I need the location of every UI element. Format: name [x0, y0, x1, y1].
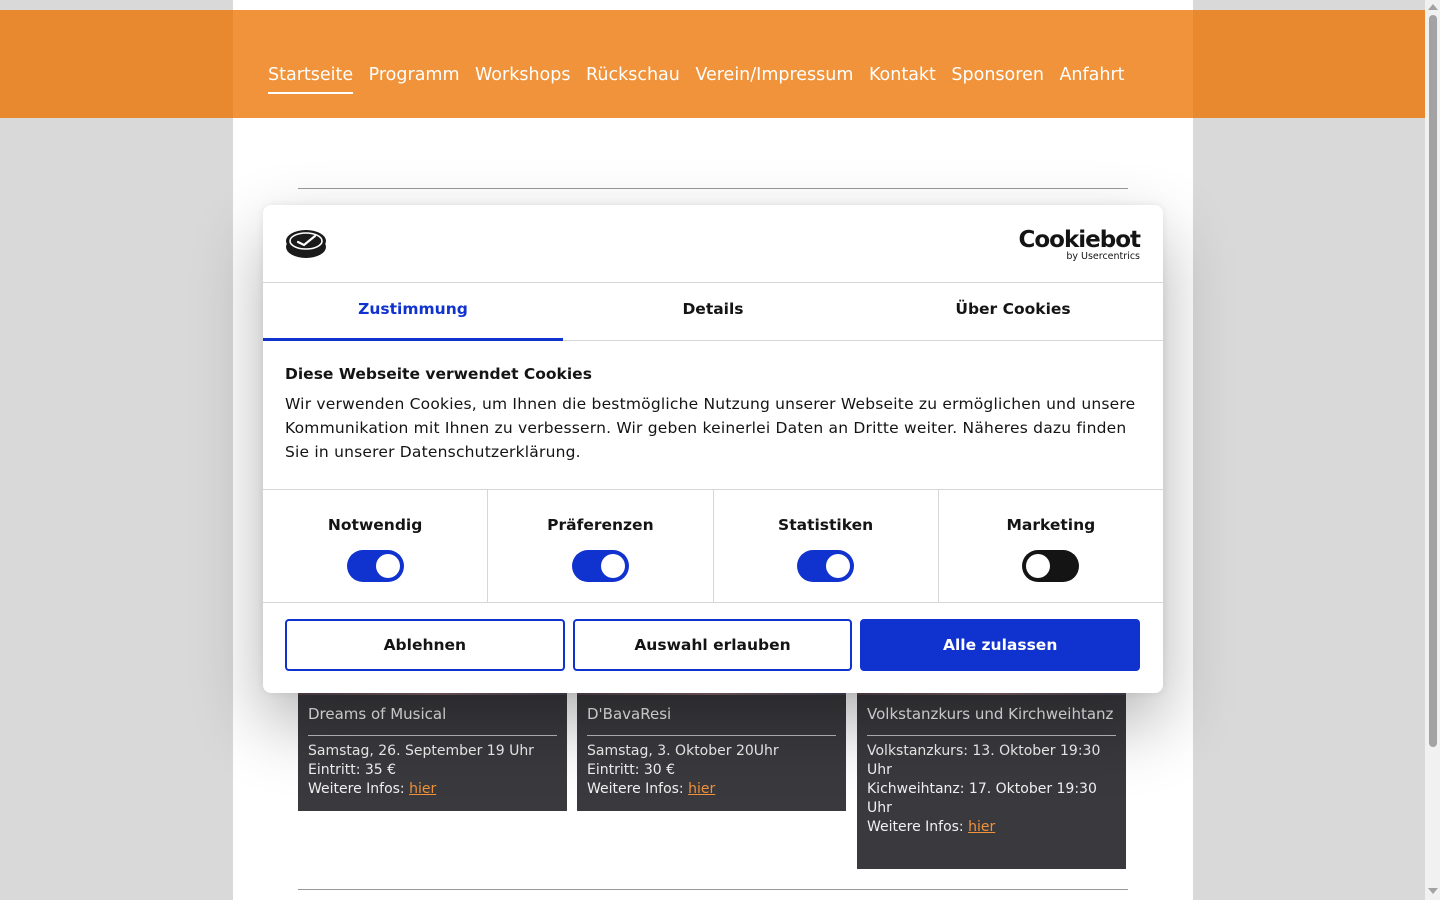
event-card-dreams-of-musical	[298, 692, 567, 811]
more-info-link[interactable]: hier	[968, 819, 996, 835]
toggle-knob	[376, 554, 400, 578]
event-date: Kichweihtanz: 17. Oktober 19:30 Uhr	[867, 781, 1097, 816]
divider-bottom	[298, 889, 1128, 890]
nav-item-workshops[interactable]: Workshops	[475, 65, 571, 85]
toggle-label: Statistiken	[778, 516, 874, 534]
site-logo-icon	[285, 227, 327, 259]
event-date: Samstag, 3. Oktober 20Uhr	[587, 743, 779, 759]
dialog-header	[263, 205, 1163, 283]
cookiebot-wordmark: Cookiebot	[1018, 227, 1140, 253]
reject-button[interactable]: Ablehnen	[285, 619, 565, 671]
event-divider	[308, 735, 557, 736]
scroll-up-arrow-icon[interactable]	[1428, 4, 1438, 10]
dialog-tabs	[263, 283, 1163, 341]
toggle-praeferenzen[interactable]	[572, 550, 629, 582]
toggle-cell-notwendig	[263, 490, 488, 602]
scrollbar-thumb[interactable]	[1429, 15, 1437, 747]
consent-toggles	[263, 489, 1163, 603]
event-title: D'BavaResi	[587, 705, 672, 723]
tab-ueber-cookies[interactable]: Über Cookies	[955, 300, 1071, 318]
event-card-volkstanzkurs	[857, 692, 1126, 869]
toggle-knob	[601, 554, 625, 578]
event-card-dbavaresi	[577, 692, 846, 811]
allow-all-button[interactable]: Alle zulassen	[860, 619, 1140, 671]
more-info-label: Weitere Infos:	[308, 781, 410, 797]
cookiebot-brand	[1018, 227, 1140, 262]
event-price: Eintritt: 30 €	[587, 762, 676, 778]
event-more-info	[587, 780, 836, 799]
event-title: Dreams of Musical	[308, 705, 447, 723]
toggle-notwendig[interactable]	[347, 550, 404, 582]
toggle-statistiken[interactable]	[797, 550, 854, 582]
nav-item-programm[interactable]: Programm	[368, 65, 460, 85]
toggle-marketing[interactable]	[1022, 550, 1079, 582]
nav-item-kontakt[interactable]: Kontakt	[868, 65, 936, 85]
nav-item-verein-impressum[interactable]: Verein/Impressum	[695, 65, 854, 85]
tab-details[interactable]: Details	[682, 300, 744, 318]
nav-item-startseite[interactable]: Startseite	[268, 64, 353, 94]
allow-selection-button[interactable]: Auswahl erlauben	[573, 619, 853, 671]
event-title: Volkstanzkurs und Kirchweihtanz	[867, 705, 1114, 723]
more-info-link[interactable]: hier	[688, 781, 716, 797]
toggle-label: Präferenzen	[547, 516, 654, 534]
event-more-info	[867, 818, 1116, 837]
dialog-buttons	[285, 619, 1140, 671]
divider-top	[298, 188, 1128, 189]
toggle-label: Marketing	[1006, 516, 1096, 534]
more-info-label: Weitere Infos:	[867, 819, 969, 835]
main-nav	[268, 64, 1140, 94]
scroll-down-arrow-icon[interactable]	[1428, 888, 1438, 894]
toggle-cell-marketing	[939, 490, 1163, 602]
nav-item-rueckschau[interactable]: Rückschau	[585, 65, 680, 85]
toggle-cell-statistiken	[714, 490, 939, 602]
dialog-description: Wir verwenden Cookies, um Ihnen die bestmögliche Nutzung unserer Webseite zu ermöglichen und unsere Kommunikation mit Ihnen zu verbessern. Wir geben keinerlei Daten an Dritte weiter. Näheres dazu finden Sie in unserer Datenschutzerklärung.	[285, 395, 1136, 461]
tab-zustimmung[interactable]: Zustimmung	[263, 283, 563, 340]
event-divider	[867, 735, 1116, 736]
event-divider	[587, 735, 836, 736]
dialog-title: Diese Webseite verwendet Cookies	[285, 365, 592, 383]
toggle-label: Notwendig	[327, 516, 423, 534]
event-price: Eintritt: 35 €	[308, 762, 397, 778]
nav-item-sponsoren[interactable]: Sponsoren	[951, 65, 1044, 85]
event-date: Samstag, 26. September 19 Uhr	[308, 743, 534, 759]
toggle-knob	[1026, 554, 1050, 578]
dialog-body	[285, 365, 1145, 464]
more-info-label: Weitere Infos:	[587, 781, 689, 797]
toggle-cell-praeferenzen	[488, 490, 713, 602]
event-date: Volkstanzkurs: 13. Oktober 19:30 Uhr	[867, 743, 1101, 778]
more-info-link[interactable]: hier	[409, 781, 437, 797]
toggle-knob	[826, 554, 850, 578]
nav-item-anfahrt[interactable]: Anfahrt	[1059, 65, 1125, 85]
event-more-info	[308, 780, 557, 799]
cookiebot-byline: by Usercentrics	[1066, 251, 1140, 262]
cookie-consent-dialog	[263, 205, 1163, 693]
